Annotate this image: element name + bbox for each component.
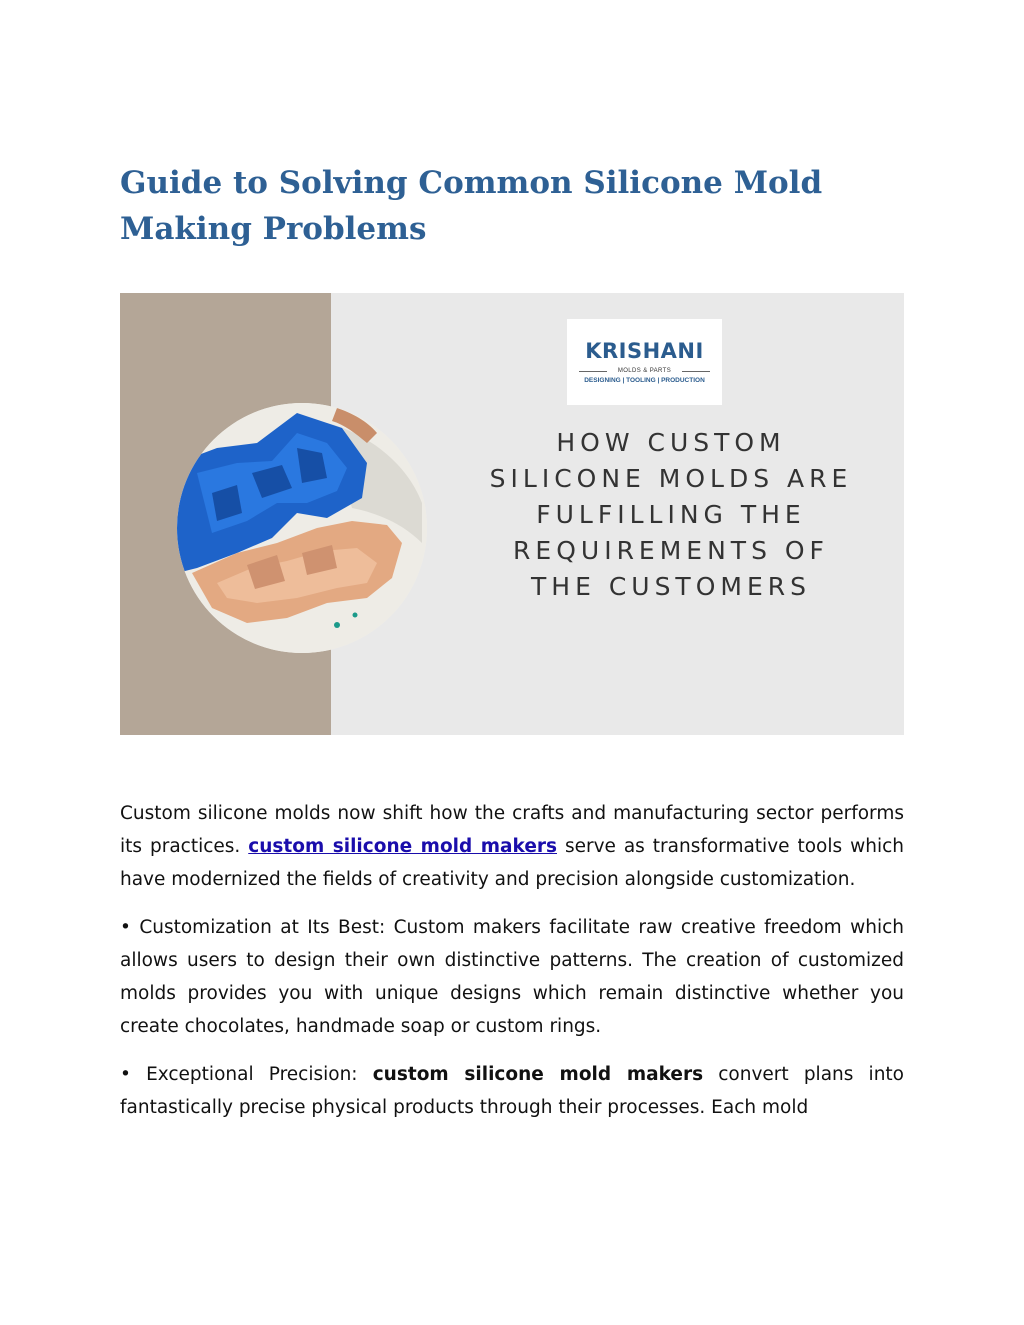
precision-text: convert plans into fantastically precise physical products through their processes. Each mold	[120, 1064, 904, 1118]
logo-subtitle: MOLDS & PARTS	[617, 368, 672, 374]
page-title: Guide to Solving Common Silicone Mold Making Problems	[120, 165, 823, 247]
logo-tagline: DESIGNING | TOOLING | PRODUCTION	[584, 377, 705, 384]
silicone-mold-photo	[177, 403, 427, 653]
mold-makers-link[interactable]: custom silicone mold makers	[248, 836, 557, 857]
logo-divider-right	[682, 371, 710, 372]
intro-paragraph	[120, 797, 904, 896]
precision-paragraph	[120, 1058, 904, 1124]
headline-line: THE CUSTOMERS	[531, 572, 811, 601]
intro-text-continued: serve as transformative tools which have modernized the fields of creativity and precision alongside customization.	[120, 836, 904, 890]
logo-wordmark: KRISHANI	[585, 339, 704, 363]
article-body	[120, 797, 904, 1139]
article-banner-image	[120, 293, 904, 735]
precision-bold-term: custom silicone mold makers	[372, 1064, 704, 1085]
customization-paragraph: • Customization at Its Best: Custom makers facilitate raw creative freedom which allows users to design their own distinctive patterns. The creation of customized molds provides you with unique designs which remain distinctive whether you create chocolates, handmade soap or custom rings.	[120, 917, 904, 1037]
headline-line: FULFILLING THE	[536, 500, 806, 529]
headline-line: SILICONE MOLDS ARE	[489, 464, 853, 493]
krishani-logo	[567, 319, 722, 405]
precision-lead: • Exceptional Precision:	[120, 1064, 373, 1085]
banner-headline	[438, 425, 904, 605]
intro-text: Custom silicone molds now shift how the crafts and manufacturing sector performs its practices.	[120, 803, 904, 857]
headline-line: HOW CUSTOM	[556, 428, 786, 457]
headline-line: REQUIREMENTS OF	[513, 536, 829, 565]
